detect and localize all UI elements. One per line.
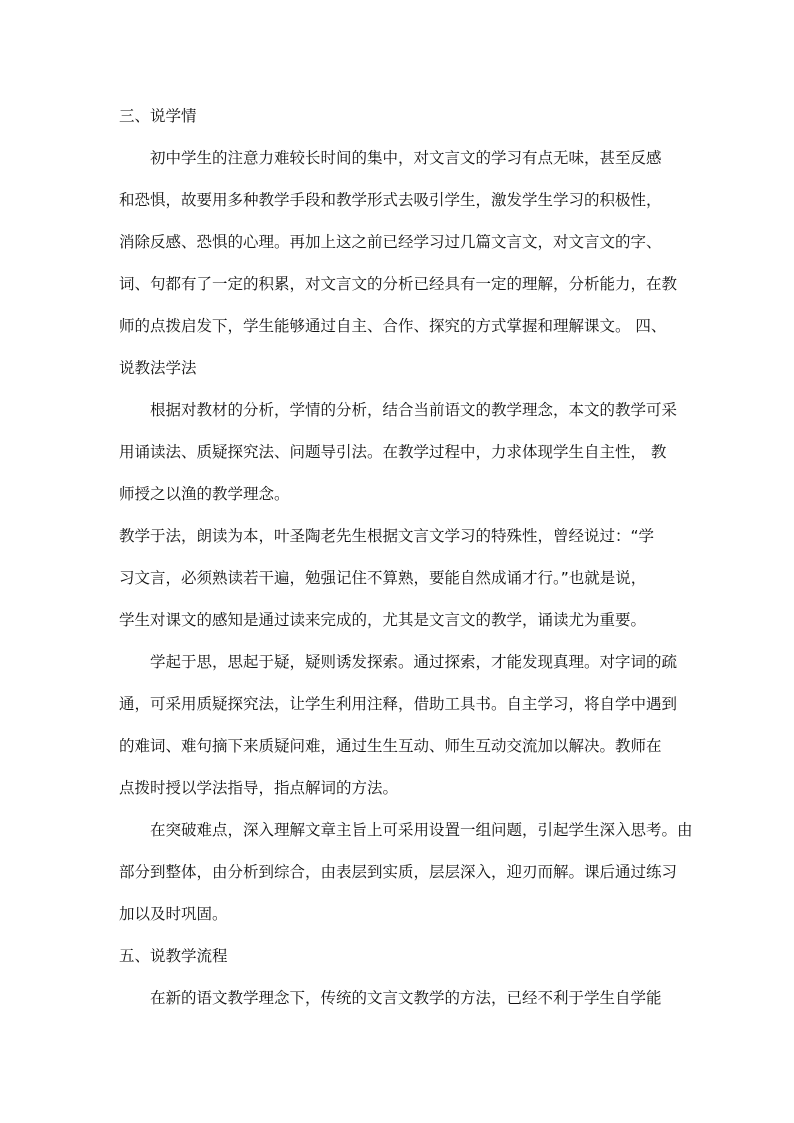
paragraph-line: 初中学生的注意力难较长时间的集中，对文言文的学习有点无味，甚至反感	[150, 149, 662, 167]
paragraph-line: 消除反感、恐惧的心理。再加上这之前已经学习过几篇文言文，对文言文的字、	[119, 233, 662, 251]
paragraph-line: 在新的语文教学理念下，传统的文言文教学的方法，已经不利于学生自学能	[150, 989, 662, 1007]
section-heading-student-analysis: 三、说学情	[119, 107, 197, 125]
section-heading-teaching-process: 五、说教学流程	[119, 947, 228, 965]
paragraph-line: 部分到整体，由分析到综合，由表层到实质，层层深入，迎刃而解。课后通过练习	[119, 863, 678, 881]
paragraph-line: 教学于法，朗读为本，叶圣陶老先生根据文言文学习的特殊性，曾经说过：“学	[119, 527, 655, 545]
paragraph-line: 的难词、难句摘下来质疑问难，通过生生互动、师生互动交流加以解决。教师在	[119, 737, 662, 755]
paragraph-line: 和恐惧，故要用多种教学手段和教学形式去吸引学生，激发学生学习的积极性，	[119, 191, 662, 209]
paragraph-line: 在突破难点，深入理解文章主旨上可采用设置一组问题，引起学生深入思考。由	[150, 821, 693, 839]
paragraph-line: 根据对教材的分析，学情的分析，结合当前语文的教学理念，本文的教学可采	[150, 401, 678, 419]
section-heading-teaching-methods: 说教法学法	[119, 359, 197, 377]
paragraph-line: 师授之以渔的教学理念。	[119, 485, 290, 503]
paragraph-line: 师的点拨启发下，学生能够通过自主、合作、探究的方式掌握和理解课文。 四、	[119, 317, 667, 335]
paragraph-line: 点拨时授以学法指导，指点解词的方法。	[119, 779, 399, 797]
paragraph-line: 习文言，必须熟读若干遍，勉强记住不算熟，要能自然成诵才行。”也就是说，	[119, 569, 647, 587]
paragraph-line: 通，可采用质疑探究法，让学生利用注释，借助工具书。自主学习，将自学中遇到	[119, 695, 678, 713]
paragraph-line: 学生对课文的感知是通过读来完成的，尤其是文言文的教学，诵读尤为重要。	[119, 611, 647, 629]
paragraph-line: 学起于思，思起于疑，疑则诱发探索。通过探索，才能发现真理。对字词的疏	[150, 653, 678, 671]
paragraph-line: 用诵读法、质疑探究法、问题导引法。在教学过程中，力求体现学生自主性， 教	[119, 443, 667, 461]
paragraph-line: 词、句都有了一定的积累，对文言文的分析已经具有一定的理解，分析能力，在教	[119, 275, 678, 293]
paragraph-line: 加以及时巩固。	[119, 905, 228, 923]
